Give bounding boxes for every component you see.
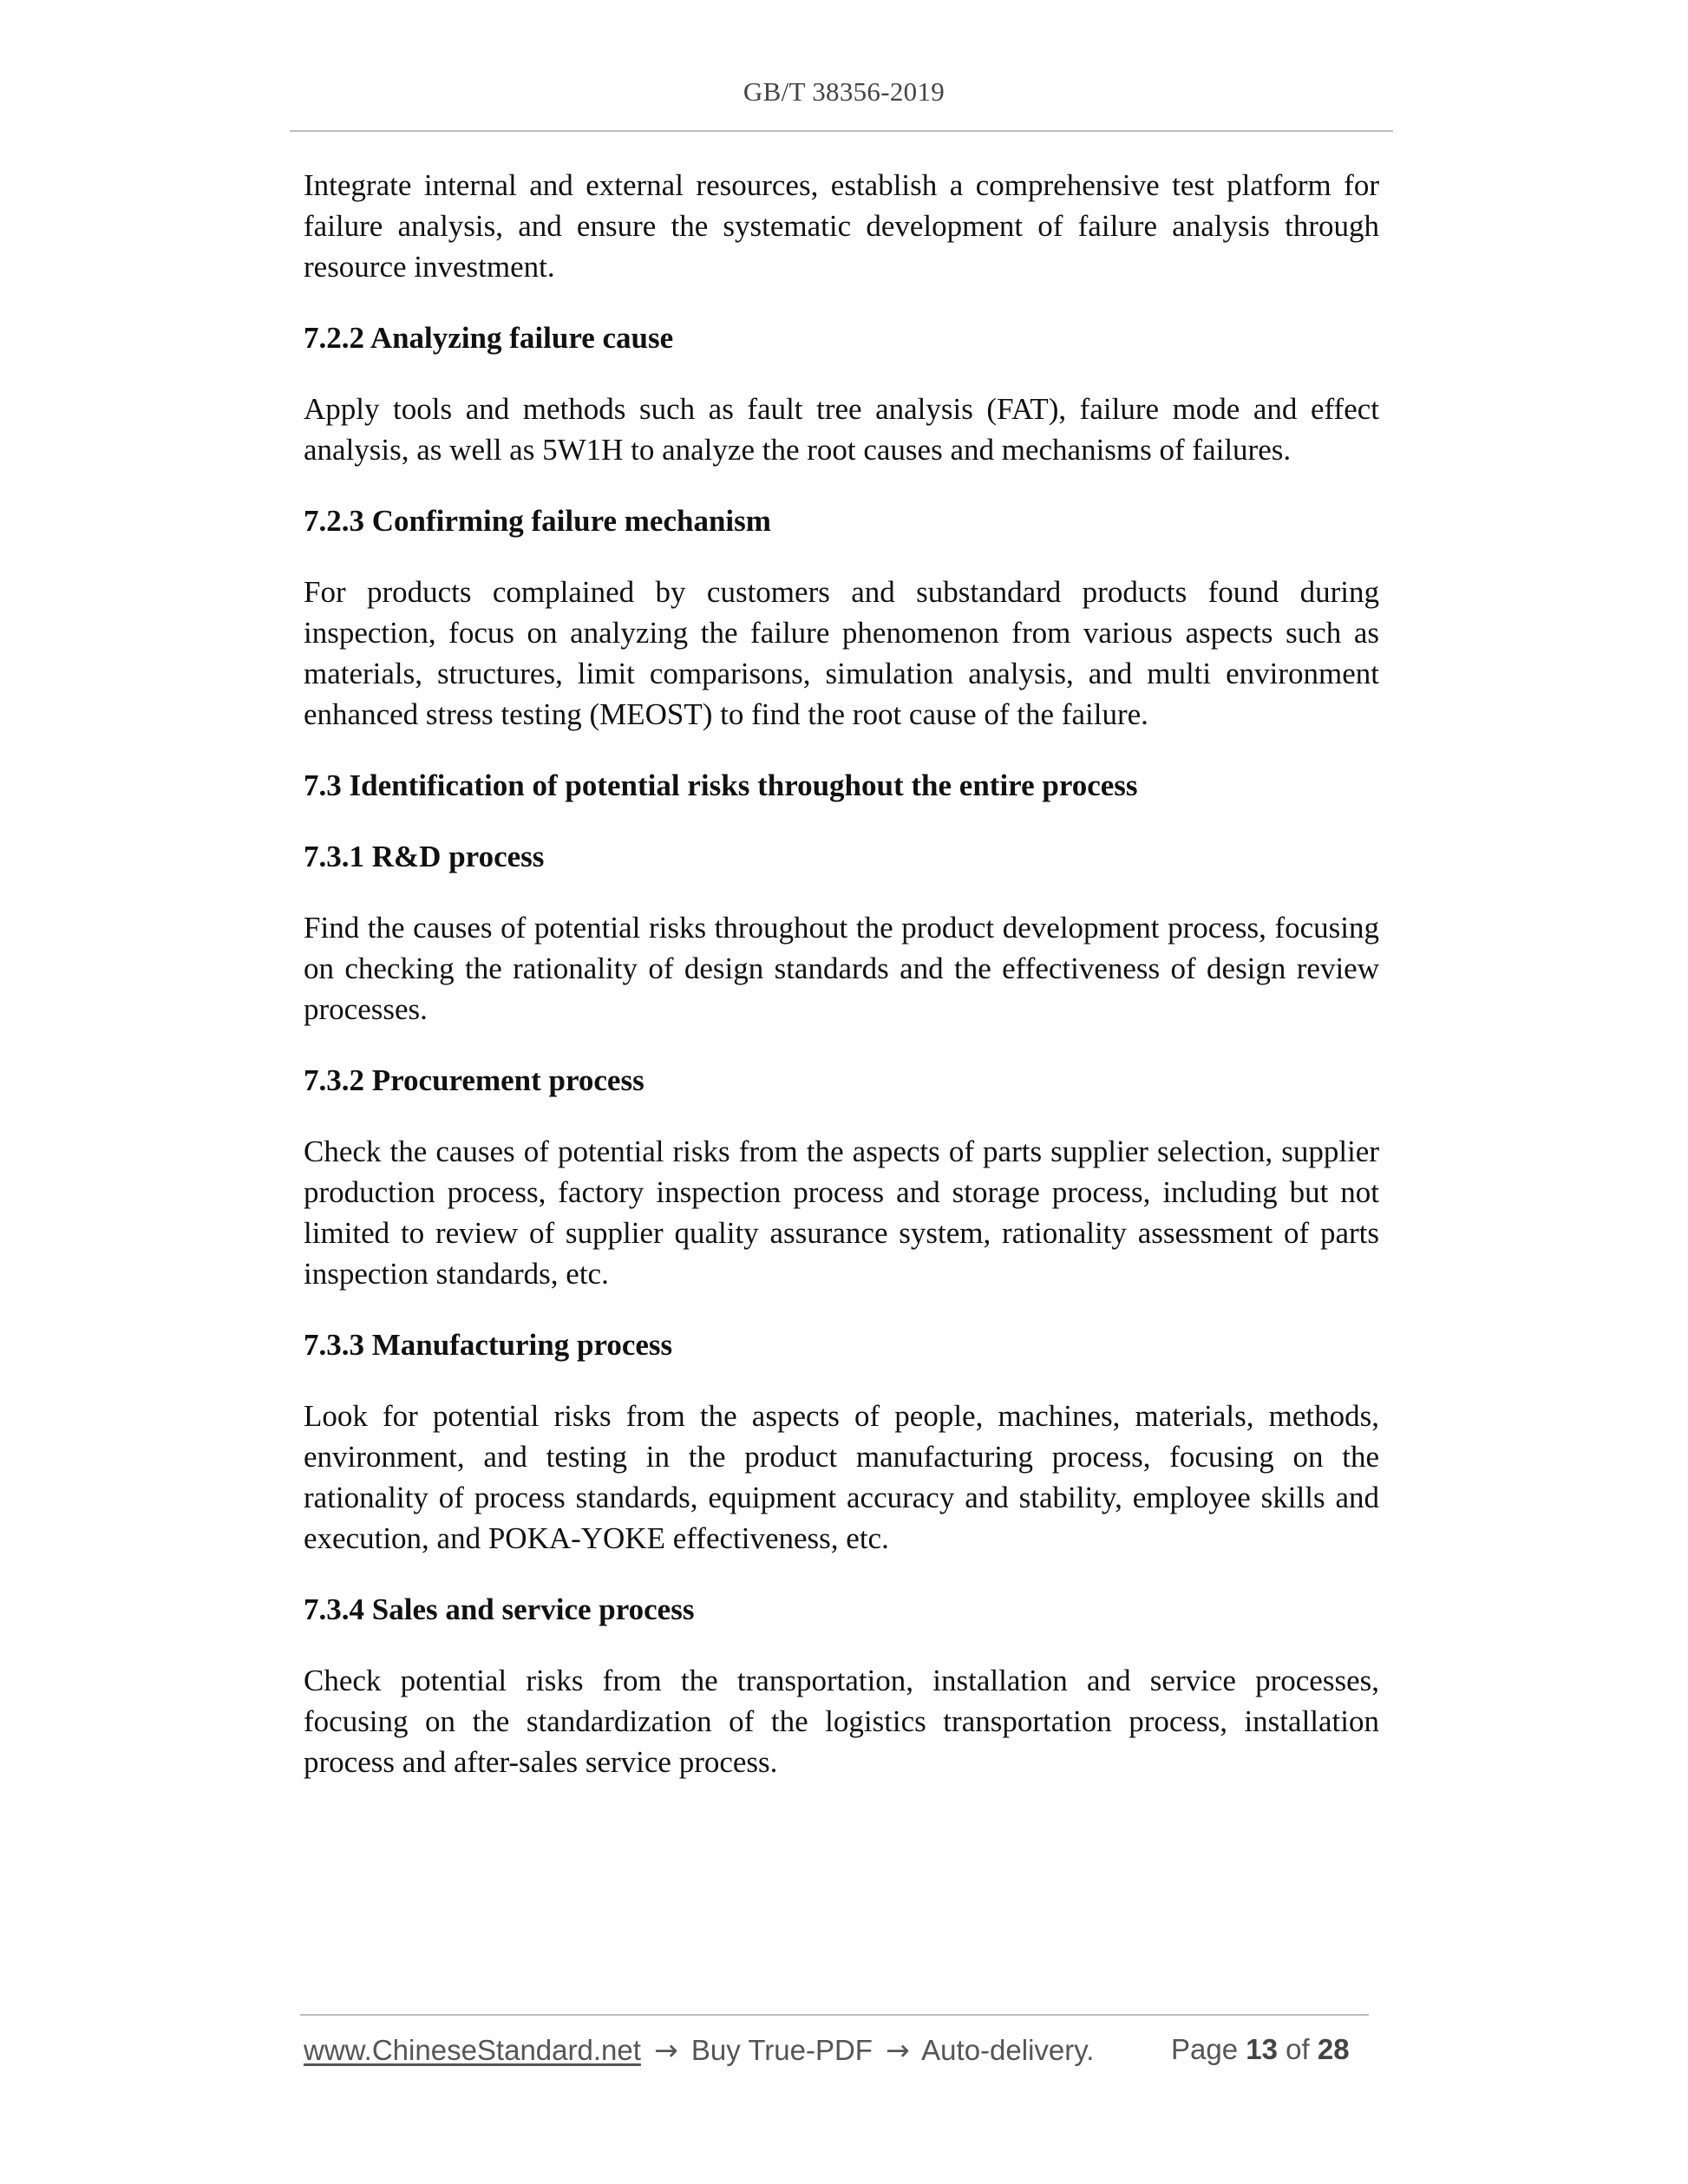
heading-7-3-3: 7.3.3 Manufacturing process <box>304 1328 673 1362</box>
document-header: GB/T 38356-2019 <box>743 76 945 107</box>
heading-7-3-2: 7.3.2 Procurement process <box>304 1063 644 1097</box>
heading-7-3-4: 7.3.4 Sales and service process <box>304 1592 695 1626</box>
paragraph-intro: Integrate internal and external resources, establish a comprehensive test platform for failure analysis, and ensure the systematic development of failure analysis through resource investment. <box>304 168 1379 284</box>
heading-7-2-3: 7.2.3 Confirming failure mechanism <box>304 504 771 538</box>
paragraph-7-2-2: Apply tools and methods such as fault tree analysis (FAT), failure mode and effect analysis, as well as 5W1H to analyze the root causes and mechanisms of failures. <box>304 392 1379 467</box>
paragraph-7-2-3: For products complained by customers and substandard products found during inspection, focus on analyzing the failure phenomenon from various aspects such as materials, structures, limit comparisons, simulation analysis, and multi environment enhanced stress testing (MEOST) to find the root cause of the failure. <box>304 575 1379 731</box>
footer-promo <box>304 2033 1094 2067</box>
paragraph-7-3-1: Find the causes of potential risks throughout the product development process, focusing on checking the rationality of design standards and the effectiveness of design review processes. <box>304 911 1379 1026</box>
page-label: Page <box>1171 2033 1239 2065</box>
page-indicator <box>1171 2033 1350 2066</box>
of-label: of <box>1286 2033 1310 2065</box>
website-link[interactable]: www.ChineseStandard.net <box>304 2034 641 2066</box>
document-body <box>304 165 1379 1813</box>
heading-7-3-1: 7.3.1 R&D process <box>304 840 545 873</box>
auto-delivery-text: Auto-delivery. <box>921 2034 1095 2066</box>
paragraph-7-3-4: Check potential risks from the transportation, installation and service processes, focusing on the standardization of the logistics transportation process, installation process and after-sales service process. <box>304 1664 1379 1779</box>
arrow-right-icon: → <box>886 2033 910 2067</box>
paragraph-7-3-2: Check the causes of potential risks from the aspects of parts supplier selection, supplier production process, factory inspection process and storage process, including but not limited to review of supplier quality assurance system, rationality assessment of parts inspection standards, etc. <box>304 1135 1379 1291</box>
paragraph-7-3-3: Look for potential risks from the aspects of people, machines, materials, methods, environment, and testing in the product manufacturing process, focusing on the rationality of process standards, equipment accuracy and stability, employee skills and execution, and POKA-YOKE effectiveness, etc. <box>304 1399 1379 1555</box>
page-current: 13 <box>1246 2033 1278 2065</box>
page-total: 28 <box>1317 2033 1350 2065</box>
buy-pdf-text: Buy True-PDF <box>690 2034 873 2066</box>
header-divider <box>290 130 1393 132</box>
arrow-right-icon: → <box>654 2033 678 2067</box>
heading-7-3: 7.3 Identification of potential risks throughout the entire process <box>304 768 1138 802</box>
heading-7-2-2: 7.2.2 Analyzing failure cause <box>304 321 674 355</box>
footer-divider <box>300 2014 1369 2016</box>
